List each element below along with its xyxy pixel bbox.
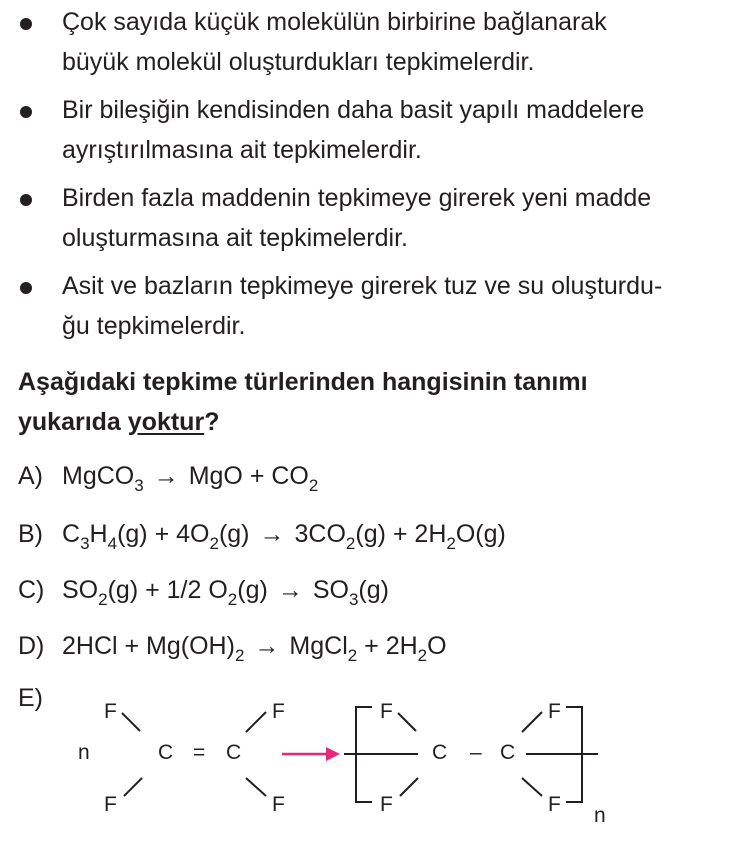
formula-subscript: 2 (345, 534, 356, 553)
atom-f: F (548, 700, 561, 723)
subscript-n: n (594, 804, 606, 827)
option-letter: A) (18, 462, 43, 490)
atom-f: F (104, 700, 117, 723)
bullet-text-line: ayrıştırılmasına ait tepkimelerdir. (62, 136, 422, 164)
bond-line (400, 778, 418, 796)
bullet-text-line: oluşturmasına ait tepkimelerdir. (62, 224, 408, 252)
formula-part: SO (62, 576, 99, 604)
formula-subscript: 2 (98, 590, 108, 609)
formula-subscript: 2 (446, 534, 456, 553)
formula-subscript: 2 (209, 534, 219, 553)
reaction-arrow: → (153, 462, 179, 490)
formula-part: (g) (218, 520, 250, 548)
formula-part: O (427, 632, 447, 660)
bullet-text-line: Çok sayıda küçük molekülün birbirine bağlanarak (62, 8, 607, 36)
atom-f: F (272, 700, 285, 723)
question-mark: ? (204, 408, 220, 436)
option-a[interactable] (18, 458, 318, 494)
bullet-dot-icon (20, 282, 32, 294)
reaction-arrow: → (259, 520, 285, 548)
formula-part: (g) (358, 576, 389, 604)
bullet-text-line: Asit ve bazların tepkimeye girerek tuz ve su oluşturdu- (62, 272, 663, 300)
formula-part: (g) + 1/2 O (107, 576, 228, 604)
atom-f: F (272, 793, 285, 816)
bullet-text-line: Bir bileşiğin kendisinden daha basit yapılı maddelere (62, 96, 645, 124)
formula-subscript: 2 (308, 476, 319, 495)
atom-c: C (226, 741, 242, 764)
bullet-dot-icon (20, 106, 32, 118)
reaction-arrow: → (254, 632, 280, 660)
atom-f: F (380, 700, 393, 723)
option-d[interactable] (18, 628, 447, 664)
bullet-dot-icon (20, 18, 32, 30)
option-b[interactable] (18, 516, 506, 552)
formula-part: MgCl (289, 632, 348, 660)
formula-part: SO (312, 576, 349, 604)
formula-part: MgO + CO (188, 462, 309, 490)
option-letter: C) (18, 576, 45, 604)
bond-line (522, 778, 542, 796)
bullet-dot-icon (20, 194, 32, 206)
formula-part: (g) (237, 576, 268, 604)
atom-c: C (158, 741, 174, 764)
bond-lines (0, 680, 748, 844)
formula-subscript: 3 (348, 590, 359, 609)
formula-subscript: 2 (227, 590, 238, 609)
formula-subscript: 3 (80, 534, 90, 553)
reaction-arrow-icon (282, 747, 340, 761)
bond-line (124, 778, 142, 796)
formula-part: 3CO (294, 520, 346, 548)
atom-c: C (500, 741, 516, 764)
formula-part: (g) + 2H (355, 520, 447, 548)
formula-part: 2HCl + Mg(OH) (62, 632, 235, 660)
bond-line (246, 712, 266, 732)
formula-subscript: 3 (134, 476, 144, 495)
formula-subscript: 4 (107, 534, 118, 553)
formula-part: C (62, 520, 81, 548)
option-letter: D) (18, 632, 45, 660)
bond-line (398, 713, 416, 731)
atom-f: F (380, 793, 393, 816)
option-letter: B) (18, 520, 43, 548)
formula-part: O(g) (455, 520, 506, 548)
formula-subscript: 2 (347, 646, 358, 665)
single-bond: – (470, 741, 482, 764)
atom-f: F (548, 793, 561, 816)
bullet-text-line: büyük molekül oluşturdukları tepkimelerdir. (62, 48, 535, 76)
bullet-text-line: Birden fazla maddenin tepkimeye girerek yeni madde (62, 184, 652, 212)
bullet-text-line: ğu tepkimelerdir. (62, 312, 246, 340)
atom-c: C (432, 741, 448, 764)
question-line: Aşağıdaki tepkime türlerinden hangisinin tanımı (18, 368, 588, 396)
option-letter: E) (18, 684, 43, 712)
option-c[interactable] (18, 572, 389, 608)
formula-part: + 2H (357, 632, 418, 660)
formula-subscript: 2 (417, 646, 428, 665)
atom-f: F (104, 793, 117, 816)
formula-part: (g) + 4O (117, 520, 210, 548)
bond-line (122, 713, 140, 731)
bond-line (522, 712, 542, 732)
bond-line (246, 778, 266, 796)
coefficient-n: n (78, 741, 90, 764)
double-bond: = (193, 741, 206, 764)
formula-subscript: 2 (234, 646, 245, 665)
formula-part: MgCO (62, 462, 135, 490)
formula-part: H (89, 520, 108, 548)
reaction-arrow: → (277, 576, 303, 604)
question-text: yukarıda (18, 408, 128, 436)
question-stem (18, 362, 718, 442)
question-emphasis: yoktur (127, 408, 205, 436)
question-line-2 (18, 402, 718, 442)
